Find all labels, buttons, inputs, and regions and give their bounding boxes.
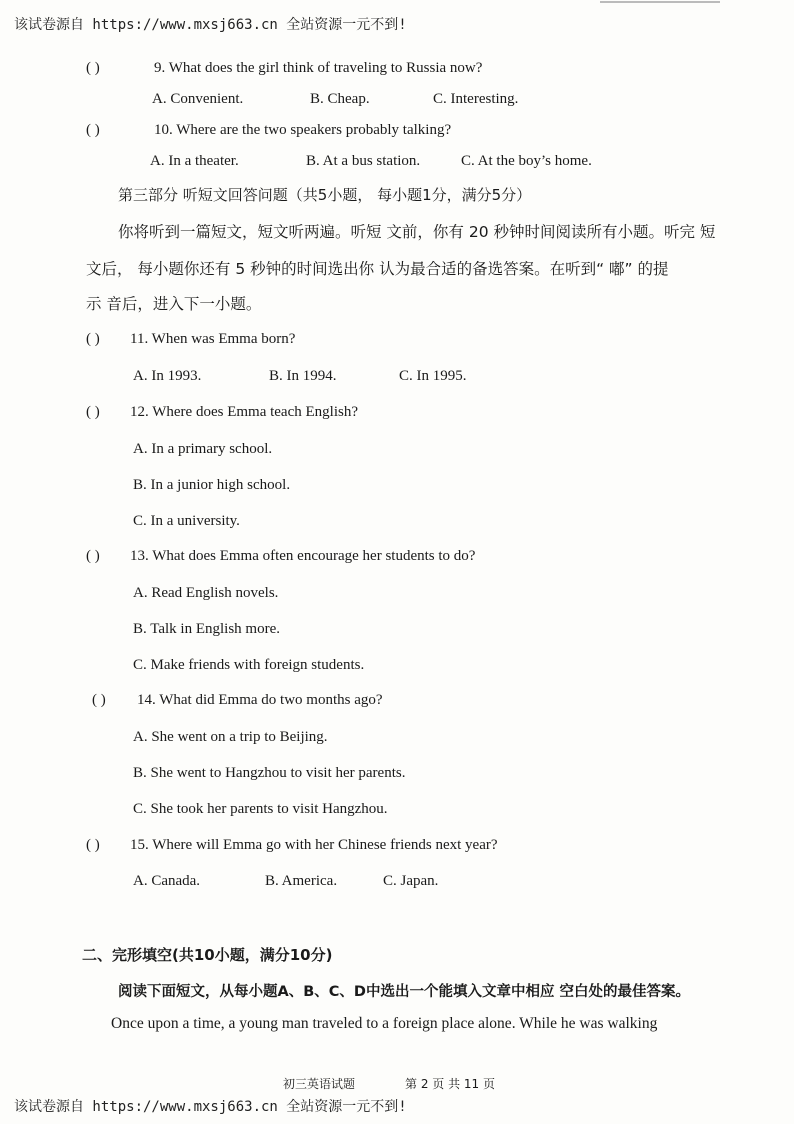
question-stem: 12. Where does Emma teach English? — [130, 404, 358, 420]
part3-instruction-line1: 你将听到一篇短文，短文听两遍。听短 文前，你有 20 秒钟时间阅读所有小题。听完 短 — [118, 223, 716, 241]
section2-instruction: 阅读下面短文，从每小题A、B、C、D中选出一个能填入文章中相应 空白处的最佳答案。 — [118, 984, 690, 1000]
question-stem: 10. Where are the two speakers probably talking? — [154, 122, 452, 138]
option-c: C. Japan. — [383, 873, 439, 889]
question-stem: 13. What does Emma often encourage her students to do? — [130, 548, 476, 564]
option-b: B. Cheap. — [310, 91, 370, 107]
passage-first-line: Once upon a time, a young man traveled to a foreign place alone. While he was walking — [111, 1015, 658, 1032]
option-c: C. In a university. — [133, 513, 240, 529]
footer-page-number: 第 2 页 共 11 页 — [405, 1077, 495, 1091]
answer-paren: ( ) — [86, 837, 100, 853]
option-c: C. She took her parents to visit Hangzhou. — [133, 801, 388, 817]
answer-paren: ( ) — [86, 122, 100, 138]
option-c: C. At the boy’s home. — [461, 153, 592, 169]
answer-paren: ( ) — [86, 404, 100, 420]
section2-title: 二、完形填空(共10小题，满分10分) — [82, 946, 333, 964]
header-banner: 该试卷源自 https://www.mxsj663.cn 全站资源一元不到! — [14, 17, 407, 33]
option-c: C. In 1995. — [399, 368, 467, 384]
answer-paren: ( ) — [86, 60, 100, 76]
footer-subject: 初三英语试题 — [283, 1077, 356, 1091]
option-a: A. Convenient. — [152, 91, 244, 107]
option-c: C. Make friends with foreign students. — [133, 657, 365, 673]
answer-paren: ( ) — [86, 331, 100, 347]
part3-instruction-line2: 文后， 每小题你还有 5 秒钟的时间选出你 认为最合适的备选答案。在听到“ 嘟” 的提 — [86, 260, 669, 278]
answer-paren: ( ) — [92, 692, 106, 708]
option-b: B. In a junior high school. — [133, 477, 291, 493]
option-b: B. Talk in English more. — [133, 621, 280, 637]
answer-paren: ( ) — [86, 548, 100, 564]
option-c: C. Interesting. — [433, 91, 519, 107]
option-a: A. In a theater. — [150, 153, 239, 169]
option-a: A. Canada. — [133, 873, 201, 889]
question-stem: 9. What does the girl think of traveling to Russia now? — [154, 60, 483, 76]
option-a: A. She went on a trip to Beijing. — [133, 729, 328, 745]
part3-instruction-line3: 示 音后，进入下一小题。 — [86, 295, 262, 313]
option-b: B. America. — [265, 873, 338, 889]
option-a: A. In 1993. — [133, 368, 202, 384]
question-stem: 14. What did Emma do two months ago? — [137, 692, 383, 708]
footer-banner: 该试卷源自 https://www.mxsj663.cn 全站资源一元不到! — [14, 1099, 407, 1115]
question-stem: 11. When was Emma born? — [130, 331, 296, 347]
question-stem: 15. Where will Emma go with her Chinese friends next year? — [130, 837, 498, 853]
option-b: B. At a bus station. — [306, 153, 421, 169]
option-b: B. In 1994. — [269, 368, 337, 384]
option-a: A. In a primary school. — [133, 441, 273, 457]
option-b: B. She went to Hangzhou to visit her parents. — [133, 765, 406, 781]
option-a: A. Read English novels. — [133, 585, 279, 601]
scan-edge-line — [600, 1, 720, 3]
part3-title: 第三部分 听短文回答问题（共5小题， 每小题1分，满分5分） — [118, 186, 532, 204]
